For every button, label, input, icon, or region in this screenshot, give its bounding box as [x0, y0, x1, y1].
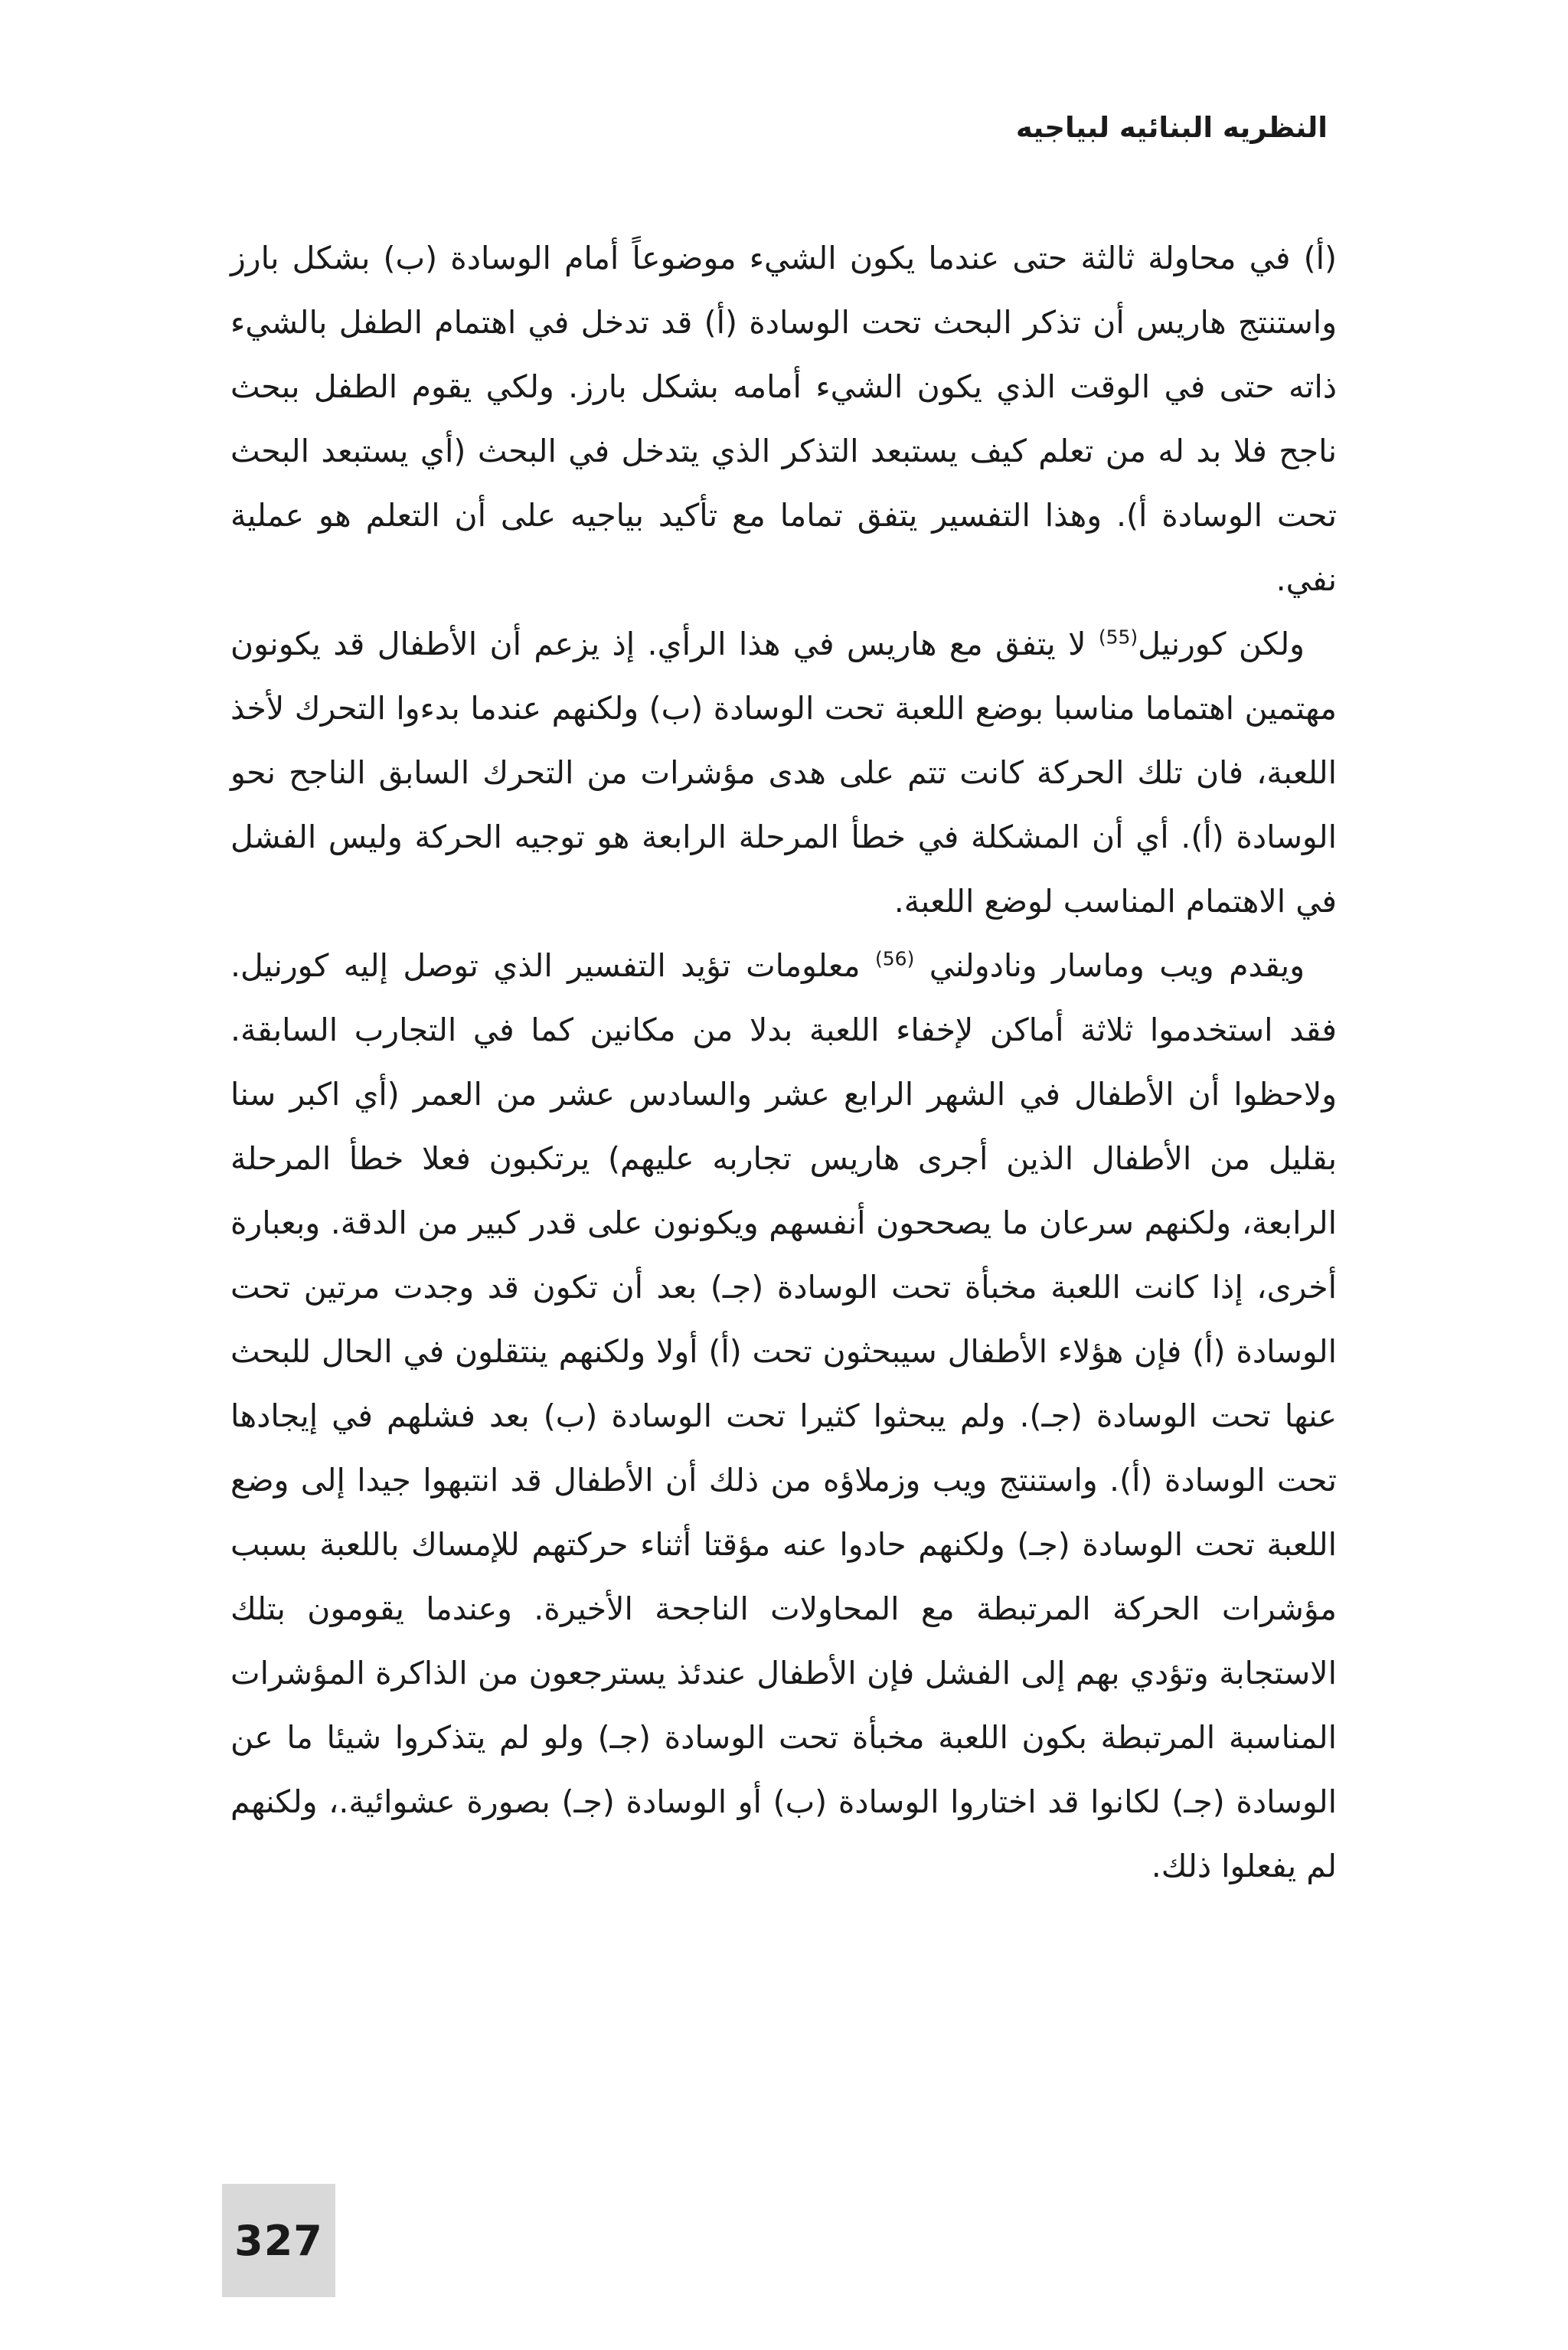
paragraph-3-lead: ويقدم ويب وماسار ونادولني — [914, 947, 1305, 984]
running-header — [1016, 109, 1328, 147]
paragraph-2 — [230, 612, 1337, 933]
body-text — [230, 226, 1337, 1898]
paragraph-3-body: معلومات تؤيد التفسير الذي توصل إليه كورنيل. فقد استخدموا ثلاثة أماكن لإخفاء اللعبة بدلا من مكانين كما في التجارب السابقة. ولاحظوا أن الأطفال في الشهر الرابع عشر والسادس عشر من العمر (أي اكبر سنا بقليل من الأطفال الذين أجرى هاريس تجاربه عليهم) يرتكبون فعلا خطأ المرحلة الرابعة، ولكنهم سرعان ما يصححون أنفسهم ويكونون على قدر كبير من الدقة. وبعبارة أخرى، إذا كانت اللعبة مخبأة تحت الوسادة (جـ) بعد أن تكون قد وجدت مرتين تحت الوسادة (أ) فإن هؤلاء الأطفال سيبحثون تحت (أ) أولا ولكنهم ينتقلون في الحال للبحث عنها تحت الوسادة (جـ). ولم يبحثوا كثيرا تحت الوسادة (ب) بعد فشلهم في إيجادها تحت الوسادة (أ). واستنتج ويب وزملاؤه من ذلك أن الأطفال قد انتبهوا جيدا إلى وضع اللعبة تحت الوسادة (جـ) ولكنهم حادوا عنه مؤقتا أثناء حركتهم للإمساك باللعبة بسبب مؤشرات الحركة المرتبطة مع المحاولات الناجحة الأخيرة. وعندما يقومون بتلك الاستجابة وتؤدي بهم إلى الفشل فإن الأطفال عندئذ يسترجعون من الذاكرة المؤشرات المناسبة المرتبطة بكون اللعبة مخبأة تحت الوسادة (جـ) ولو لم يتذكروا شيئا ما عن الوسادة (جـ) لكانوا قد اختاروا الوسادة (ب) أو الوسادة (جـ) بصورة عشوائية.، ولكنهم لم يفعلوا ذلك. — [230, 947, 1337, 1884]
paragraph-1: (أ) في محاولة ثالثة حتى عندما يكون الشيء موضوعاً أمام الوسادة (ب) بشكل بارز واستنتج هاريس أن تذكر البحث تحت الوسادة (أ) قد تدخل في اهتمام الطفل بالشيء ذاته حتى في الوقت الذي يكون الشيء أمامه بشكل بارز. ولكي يقوم الطفل ببحث ناجح فلا بد له من تعلم كيف يستبعد التذكر الذي يتدخل في البحث (أي يستبعد البحث تحت الوسادة أ). وهذا التفسير يتفق تماما مع تأكيد بياجيه على أن التعلم هو عملية نفي. — [230, 240, 1337, 598]
footnote-ref-55: (55) — [1098, 626, 1138, 649]
paragraph-3 — [230, 933, 1337, 1898]
running-title: النظريه البنائيه لبياجيه — [1015, 111, 1328, 144]
paragraph-2-body: لا يتفق مع هاريس في هذا الرأي. إذ يزعم أن الأطفال قد يكونون مهتمين اهتماما مناسبا بوضع اللعبة تحت الوسادة (ب) ولكنهم عندما بدءوا التحرك لأخذ اللعبة، فان تلك الحركة كانت تتم على هدى مؤشرات من التحرك السابق الناجح نحو الوسادة (أ). أي أن المشكلة في خطأ المرحلة الرابعة هو توجيه الحركة وليس الفشل في الاهتمام المناسب لوضع اللعبة. — [230, 626, 1337, 920]
footnote-ref-56: (56) — [875, 947, 915, 970]
page-number-box — [222, 2184, 335, 2297]
page-number: 327 — [234, 2216, 323, 2265]
paragraph-2-lead: ولكن كورنيل — [1138, 626, 1305, 662]
